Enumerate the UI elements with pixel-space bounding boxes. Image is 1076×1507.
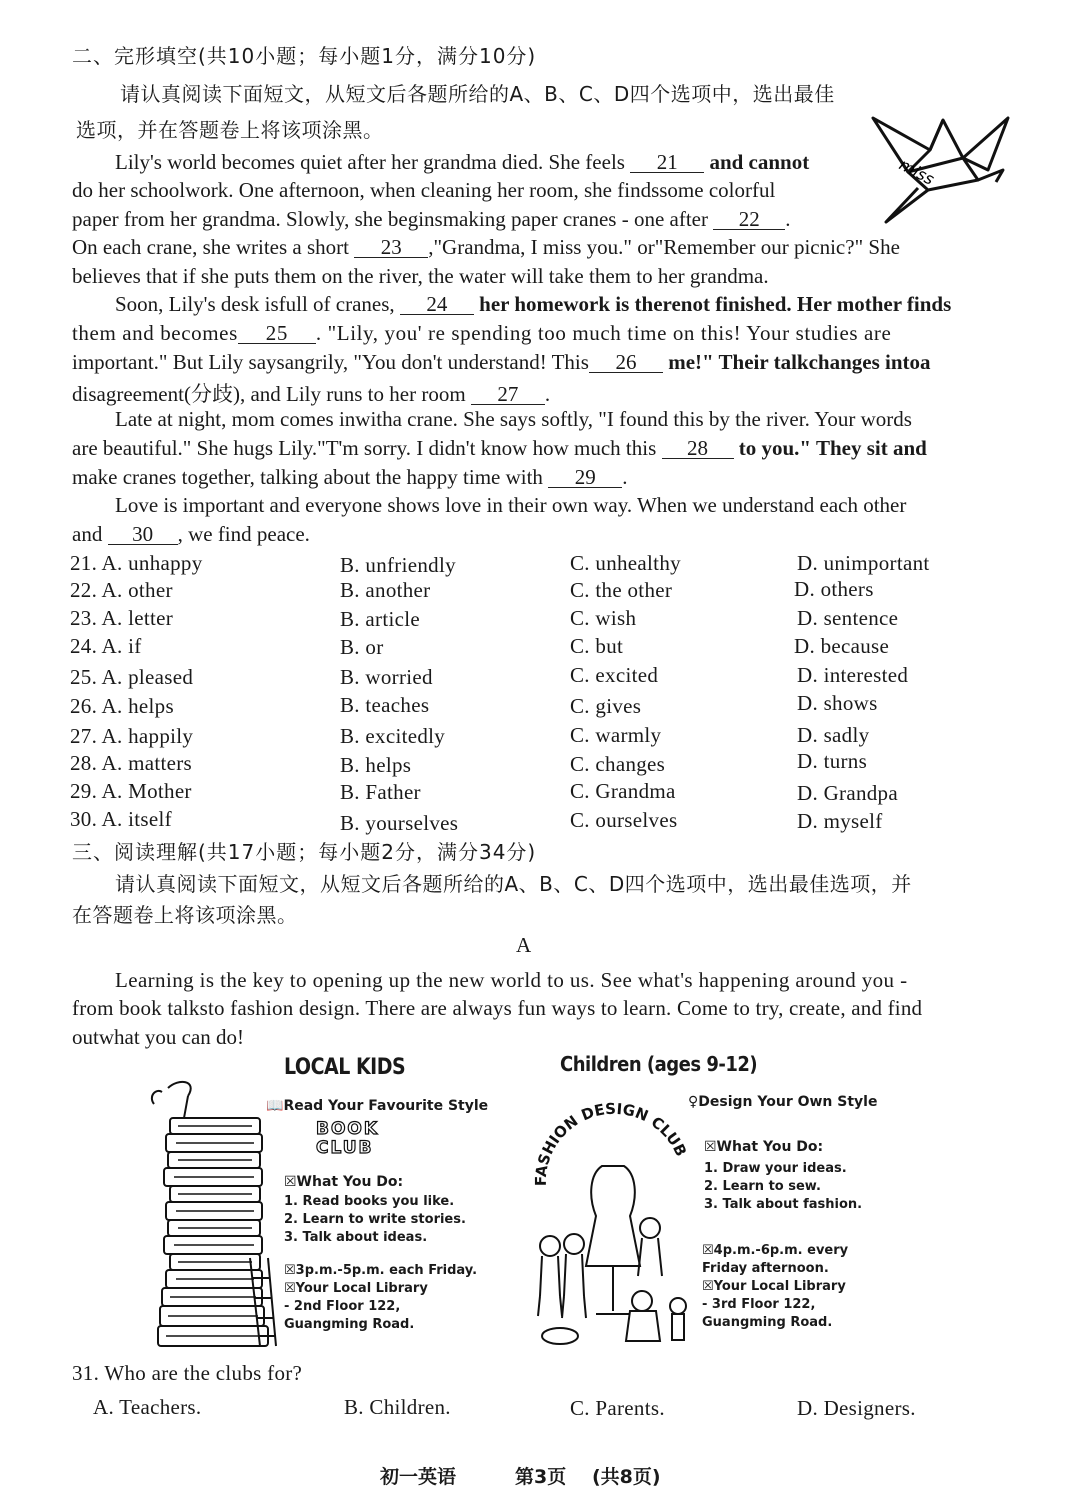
option-25c[interactable]: C. excited bbox=[570, 663, 659, 687]
option-22b[interactable]: B. another bbox=[340, 578, 431, 602]
passage-line-4: On each crane, she writes a short 23 ,"Grandma, I miss you." or"Remember our picnic?" She bbox=[72, 235, 900, 259]
option-26c[interactable]: C. gives bbox=[570, 694, 642, 718]
option-27c[interactable]: C. warmly bbox=[570, 723, 662, 747]
poster-right-subtitle-row: ♀Design Your Own Style bbox=[688, 1094, 878, 1110]
passage-line-8: important." But Lily saysangrily, "You don't understand! This 26 me!" Their talkchanges intoa bbox=[72, 350, 931, 374]
poster-right-what-heading: ☒What You Do: bbox=[704, 1139, 824, 1155]
option-28b[interactable]: B. helps bbox=[340, 753, 412, 777]
q31-option-a[interactable]: A. Teachers. bbox=[93, 1395, 202, 1419]
option-24a[interactable]: 24. A. if bbox=[70, 634, 142, 658]
option-22d[interactable]: D. others bbox=[794, 577, 874, 601]
book-club-poster bbox=[148, 1050, 518, 1350]
crane-label: miss bbox=[896, 154, 938, 189]
footer-page: 第3页 bbox=[515, 1466, 567, 1488]
section3-instruction-2: 在答题卷上将该项涂黑。 bbox=[72, 903, 298, 927]
q31-option-b[interactable]: B. Children. bbox=[344, 1395, 451, 1419]
option-28c[interactable]: C. changes bbox=[570, 752, 666, 776]
passage-line-6: Soon, Lily's desk isfull of cranes, 24 her homework is therenot finished. Her mother finds bbox=[115, 292, 952, 316]
option-26d[interactable]: D. shows bbox=[797, 691, 878, 715]
poster-left-subtitle-row: 📖Read Your Favourite Style bbox=[266, 1098, 489, 1114]
q31-option-c[interactable]: C. Parents. bbox=[570, 1396, 665, 1420]
option-27b[interactable]: B. excitedly bbox=[340, 724, 446, 748]
blank-30[interactable]: 30 bbox=[108, 524, 178, 545]
passage-line-7: them and becomes 25 . "Lily, you' re spending too much time on this! Your studies are bbox=[72, 321, 892, 345]
option-24d[interactable]: D. because bbox=[794, 634, 890, 658]
intro-line-1: Learning is the key to opening up the new world to us. See what's happening around you - bbox=[115, 968, 908, 992]
poster-right-details: ☒4p.m.-6p.m. every Friday afternoon. ☒Your Local Library - 3rd Floor 122, Guangming Road. bbox=[702, 1243, 849, 1330]
passage-line-12: make cranes together, talking about the happy time with 29 . bbox=[72, 465, 628, 489]
option-27d[interactable]: D. sadly bbox=[797, 723, 870, 747]
option-23b[interactable]: B. article bbox=[340, 607, 420, 631]
poster-left-title: LOCAL KIDS bbox=[284, 1054, 406, 1080]
blank-28[interactable]: 28 bbox=[662, 438, 734, 459]
footer-total: (共8页) bbox=[592, 1466, 661, 1488]
option-30a[interactable]: 30. A. itself bbox=[70, 807, 172, 831]
section2-instruction-2: 选项，并在答题卷上将该项涂黑。 bbox=[76, 118, 384, 142]
section2-instruction-1: 请认真阅读下面短文，从短文后各题所给的A、B、C、D四个选项中，选出最佳 bbox=[120, 82, 835, 106]
option-29c[interactable]: C. Grandma bbox=[570, 779, 676, 803]
intro-line-2: from book talksto fashion design. There are always fun ways to learn. Come to try, create, and find bbox=[72, 996, 923, 1020]
poster-left-details: ☒3p.m.-5p.m. each Friday. ☒Your Local Library - 2nd Floor 122, Guangming Road. bbox=[284, 1263, 478, 1332]
option-26a[interactable]: 26. A. helps bbox=[70, 694, 174, 718]
section3-heading: 三、阅读理解(共17小题；每小题2分，满分34分) bbox=[72, 840, 537, 864]
book-icon: 📖 bbox=[266, 1098, 284, 1114]
option-23d[interactable]: D. sentence bbox=[797, 606, 899, 630]
blank-23[interactable]: 23 bbox=[354, 237, 428, 258]
option-25a[interactable]: 25. A. pleased bbox=[70, 665, 194, 689]
footer-subject: 初一英语 bbox=[380, 1466, 457, 1488]
blank-27[interactable]: 27 bbox=[471, 384, 545, 405]
option-21c[interactable]: C. unhealthy bbox=[570, 551, 681, 575]
fashion-club-poster bbox=[530, 1048, 910, 1348]
option-25b[interactable]: B. worried bbox=[340, 665, 433, 689]
section2-heading: 二、完形填空(共10小题；每小题1分，满分10分) bbox=[72, 44, 537, 68]
fashion-illustration bbox=[530, 1096, 695, 1346]
passage-line-2: do her schoolwork. One afternoon, when cleaning her room, she findssome colorful bbox=[72, 178, 776, 202]
club-logo: BOOK CLUB bbox=[316, 1119, 380, 1158]
passage-line-3: paper from her grandma. Slowly, she beginsmaking paper cranes - one after 22 . bbox=[72, 207, 791, 231]
option-25d[interactable]: D. interested bbox=[797, 663, 909, 687]
option-21b[interactable]: B. unfriendly bbox=[340, 553, 456, 577]
poster-left-items: 1. Read books you like. 2. Learn to write stories. 3. Talk about ideas. bbox=[284, 1194, 466, 1245]
passage-line-9: disagreement(分歧), and Lily runs to her room 27 . bbox=[72, 382, 551, 406]
blank-21[interactable]: 21 bbox=[630, 152, 704, 173]
option-27a[interactable]: 27. A. happily bbox=[70, 724, 194, 748]
option-22a[interactable]: 22. A. other bbox=[70, 578, 173, 602]
option-21a[interactable]: 21. A. unhappy bbox=[70, 551, 203, 575]
option-29b[interactable]: B. Father bbox=[340, 780, 421, 804]
blank-26[interactable]: 26 bbox=[589, 352, 663, 373]
option-29d[interactable]: D. Grandpa bbox=[797, 781, 898, 805]
option-26b[interactable]: B. teaches bbox=[340, 693, 430, 717]
svg-text:FASHION DESIGN CLUB bbox=[532, 1100, 690, 1186]
option-30d[interactable]: D. myself bbox=[797, 809, 883, 833]
q31-option-d[interactable]: D. Designers. bbox=[797, 1396, 916, 1420]
option-24b[interactable]: B. or bbox=[340, 635, 384, 659]
poster-left-what-heading: ☒What You Do: bbox=[284, 1174, 404, 1190]
intro-line-3: outwhat you can do! bbox=[72, 1025, 245, 1049]
option-22c[interactable]: C. the other bbox=[570, 578, 673, 602]
option-23a[interactable]: 23. A. letter bbox=[70, 606, 174, 630]
question-31: 31. Who are the clubs for? bbox=[72, 1361, 303, 1385]
passage-line-10: Late at night, mom comes inwitha crane. She says softly, "I found this by the river. Your words bbox=[115, 407, 912, 431]
blank-24[interactable]: 24 bbox=[400, 294, 474, 315]
option-23c[interactable]: C. wish bbox=[570, 606, 637, 630]
option-24c[interactable]: C. but bbox=[570, 634, 624, 658]
passage-line-1: Lily's world becomes quiet after her grandma died. She feels 21 and cannot bbox=[115, 150, 810, 174]
blank-22[interactable]: 22 bbox=[713, 209, 785, 230]
arc-text: FASHION DESIGN CLUB bbox=[531, 1099, 691, 1187]
option-29a[interactable]: 29. A. Mother bbox=[70, 779, 192, 803]
option-21d[interactable]: D. unimportant bbox=[797, 551, 930, 575]
part-label: A bbox=[516, 933, 532, 957]
section3-instruction-1: 请认真阅读下面短文，从短文后各题所给的A、B、C、D四个选项中，选出最佳选项，并 bbox=[115, 872, 912, 896]
option-30b[interactable]: B. yourselves bbox=[340, 811, 459, 835]
poster-right-title: Children (ages 9-12) bbox=[560, 1052, 758, 1077]
paper-crane-illustration bbox=[868, 110, 1013, 230]
passage-line-11: are beautiful." She hugs Lily."T'm sorry. I didn't know how much this 28 to you." They sit and bbox=[72, 436, 927, 460]
option-30c[interactable]: C. ourselves bbox=[570, 808, 678, 832]
passage-line-13: Love is important and everyone shows love in their own way. When we understand each other bbox=[115, 493, 907, 517]
passage-line-5: believes that if she puts them on the river, the water will take them to her grandma. bbox=[72, 264, 769, 288]
option-28a[interactable]: 28. A. matters bbox=[70, 751, 193, 775]
blank-25[interactable]: 25 bbox=[238, 323, 316, 344]
book-stack-illustration bbox=[148, 1078, 278, 1348]
mannequin-icon: ♀ bbox=[688, 1094, 699, 1110]
option-28d[interactable]: D. turns bbox=[797, 749, 868, 773]
blank-29[interactable]: 29 bbox=[548, 467, 622, 488]
passage-line-14: and 30 , we find peace. bbox=[72, 522, 310, 546]
poster-right-items: 1. Draw your ideas. 2. Learn to sew. 3. Talk about fashion. bbox=[704, 1161, 863, 1212]
